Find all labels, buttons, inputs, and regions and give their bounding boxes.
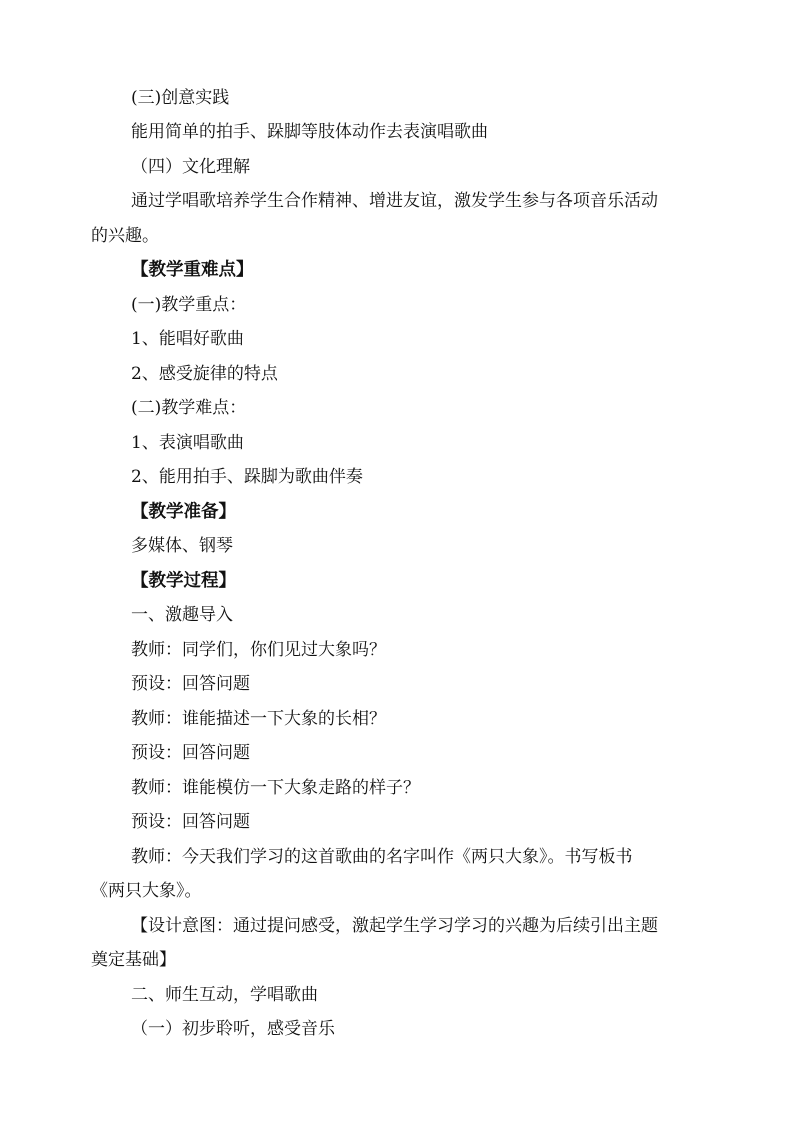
list-item: 1、表演唱歌曲: [131, 433, 244, 453]
list-item: 2、感受旋律的特点: [131, 364, 278, 384]
dialogue-line: 预设：回答问题: [131, 812, 250, 832]
dialogue-line: 教师：同学们，你们见过大象吗？: [131, 640, 386, 660]
dialogue-line: 预设：回答问题: [131, 674, 250, 694]
section-cultural-understanding: （四）文化理解: [131, 157, 250, 177]
section-interaction: 二、师生互动，学唱歌曲: [131, 985, 318, 1005]
dialogue-line: 预设：回答问题: [131, 743, 250, 763]
section-intro: 一、激趣导入: [131, 605, 233, 625]
dialogue-line: 教师：谁能模仿一下大象走路的样子？: [131, 778, 420, 798]
paragraph-text: 《两只大象》。: [91, 881, 202, 901]
paragraph-text: 通过学唱歌培养学生合作精神、增进友谊，激发学生参与各项音乐活动: [131, 191, 658, 211]
subsection-listening: （一）初步聆听，感受音乐: [131, 1019, 335, 1039]
heading-key-points: 【教学重难点】: [131, 260, 254, 280]
section-creative-practice: (三)创意实践: [131, 88, 230, 108]
dialogue-line: 教师：今天我们学习的这首歌曲的名字叫作《两只大象》。书写板书: [131, 847, 633, 867]
heading-preparation: 【教学准备】: [131, 502, 236, 522]
design-intent: 【设计意图：通过提问感受，激起学生学习学习的兴趣为后续引出主题: [131, 916, 658, 936]
heading-process: 【教学过程】: [131, 571, 236, 591]
subheading-focus: (一)教学重点：: [131, 295, 247, 315]
paragraph-text: 能用简单的拍手、跺脚等肢体动作去表演唱歌曲: [131, 122, 488, 142]
subheading-difficulty: (二)教学难点：: [131, 398, 247, 418]
list-item: 1、能唱好歌曲: [131, 329, 244, 349]
design-intent: 奠定基础】: [91, 950, 176, 970]
list-item: 2、能用拍手、跺脚为歌曲伴奏: [131, 467, 363, 487]
dialogue-line: 教师：谁能描述一下大象的长相？: [131, 709, 386, 729]
paragraph-text: 的兴趣。: [91, 226, 159, 246]
paragraph-text: 多媒体、钢琴: [131, 536, 233, 556]
